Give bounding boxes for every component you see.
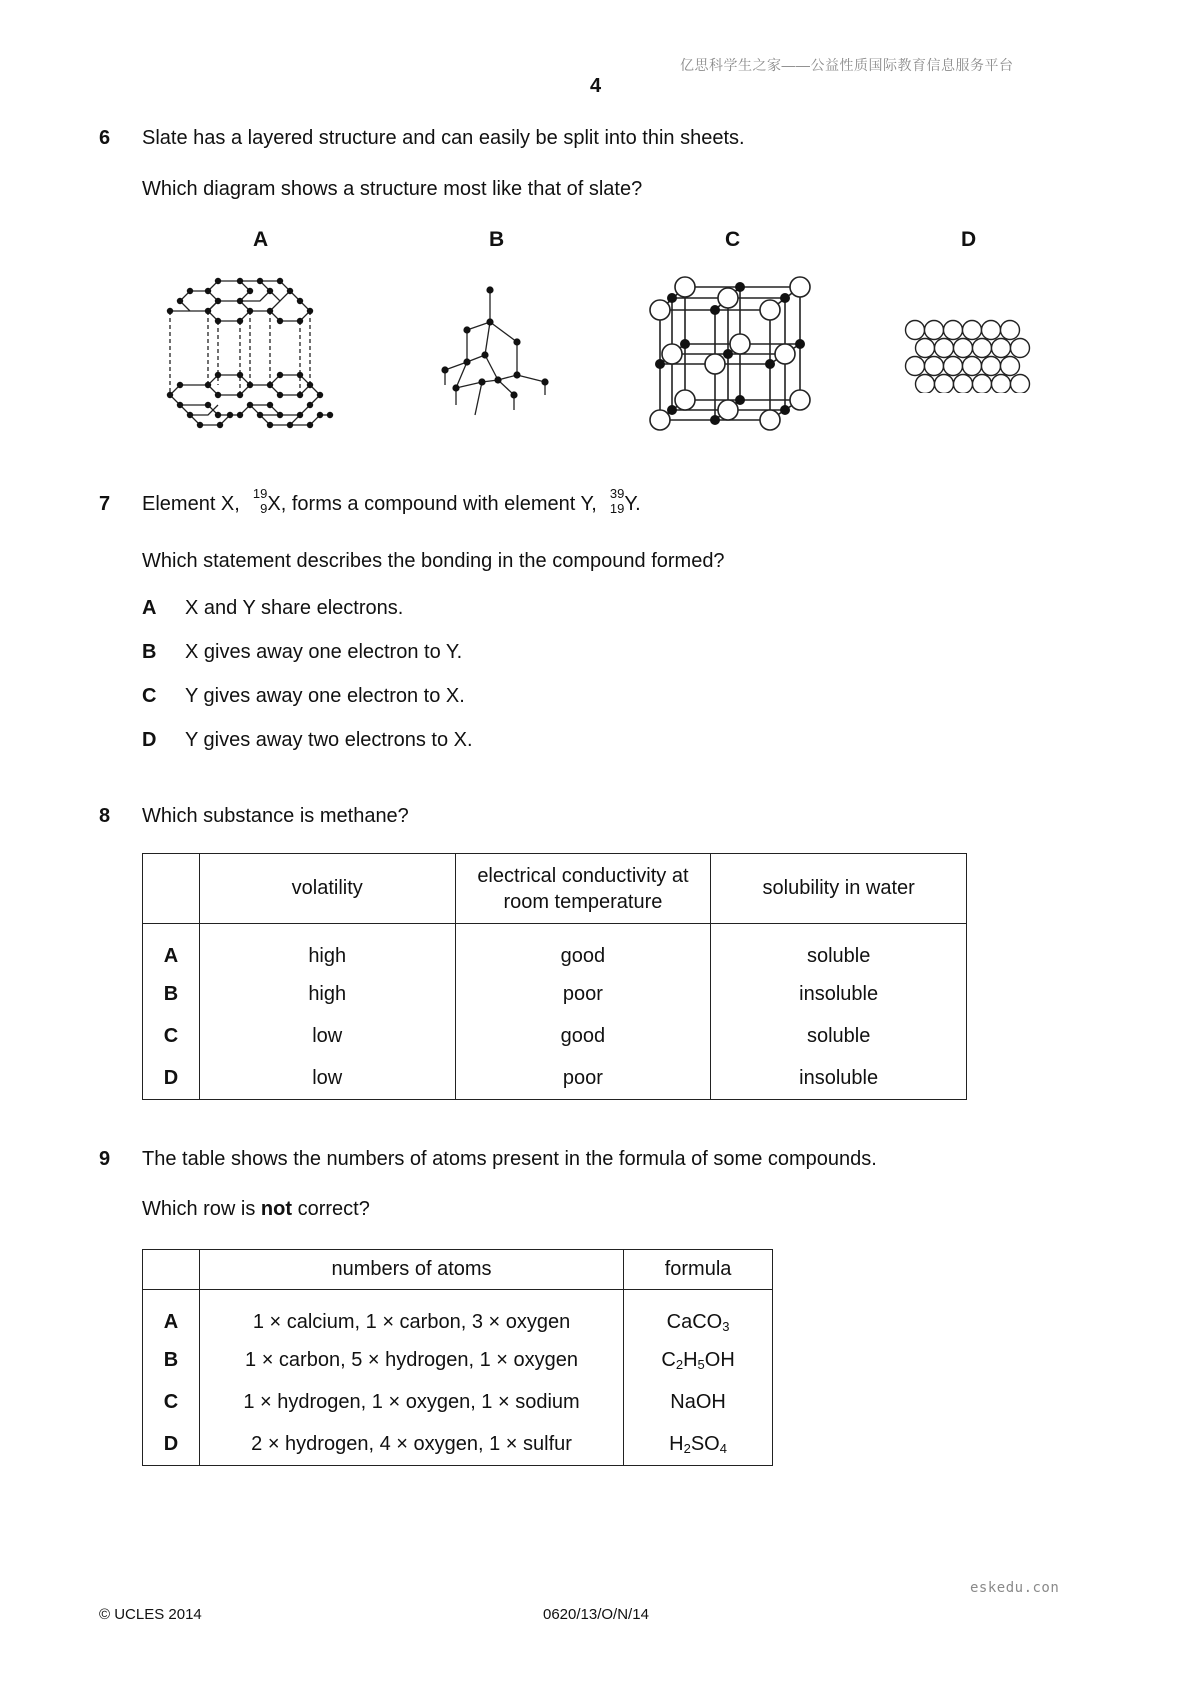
chemical-formula: $C_2H_5OH$ <box>624 1340 773 1382</box>
stem-part: , forms a compound with element Y, <box>280 493 597 515</box>
chemical-formula: CaCO$_3$ <box>624 1290 773 1340</box>
table-row: B 1 × carbon, 5 × hydrogen, 1 × oxygen $C_2H_5OH$ <box>143 1340 773 1382</box>
stem-part: . <box>635 493 641 515</box>
diagram-c-ionic-lattice <box>640 272 825 437</box>
question-number: 6 <box>99 127 111 149</box>
table-header-empty <box>143 1250 200 1290</box>
element-y-symbol: Y <box>624 493 636 515</box>
question-prompt: Which substance is methane? <box>142 805 409 827</box>
question-prompt: Which diagram shows a structure most like that of slate? <box>142 178 643 200</box>
watermark-bottom: eskedu.con <box>970 1580 1060 1596</box>
option-letter: C <box>142 685 157 707</box>
methane-table <box>142 853 967 1100</box>
question-text: The table shows the numbers of atoms present in the formula of some compounds. <box>142 1148 877 1170</box>
diagram-label-b: B <box>489 228 505 251</box>
nuclide-y: 39 19 <box>609 485 625 516</box>
page-number: 4 <box>590 75 602 97</box>
question-number: 7 <box>99 493 111 515</box>
diagram-a-layered-structure <box>160 275 365 440</box>
chemical-formula: NaOH <box>624 1382 773 1424</box>
option-letter: B <box>142 641 157 663</box>
table-header: solubility in water <box>711 854 967 924</box>
table-header: formula <box>624 1250 773 1290</box>
diagram-d-close-packed <box>900 318 1035 393</box>
table-header: volatility <box>199 854 455 924</box>
table-row: C 1 × hydrogen, 1 × oxygen, 1 × sodium NaOH <box>143 1382 773 1424</box>
question-number: 9 <box>99 1148 111 1170</box>
formula-table <box>142 1249 773 1466</box>
question-prompt: Which row is not correct? <box>142 1198 370 1220</box>
option-text: X gives away one electron to Y. <box>185 641 463 663</box>
question-text <box>142 485 641 516</box>
table-row: A 1 × calcium, 1 × carbon, 3 × oxygen CaCO$_3$ <box>143 1290 773 1340</box>
nuclide-x: 19 9 <box>252 485 268 516</box>
diagram-label-a: A <box>253 228 269 251</box>
chemical-formula: $H_2SO_4$ <box>624 1424 773 1466</box>
table-header: electrical conductivity at room temperature <box>455 854 711 924</box>
table-row: C low good soluble <box>143 1016 967 1058</box>
option-text: X and Y share electrons. <box>185 597 404 619</box>
question-text: Slate has a layered structure and can easily be split into thin sheets. <box>142 127 745 149</box>
watermark-top: 亿思科学生之家——公益性质国际教育信息服务平台 <box>680 57 1014 73</box>
question-number: 8 <box>99 805 111 827</box>
stem-part: Element X, <box>142 493 240 515</box>
table-row: D low poor insoluble <box>143 1058 967 1100</box>
table-row: A high good soluble <box>143 924 967 974</box>
question-prompt: Which statement describes the bonding in the compound formed? <box>142 550 725 572</box>
option-letter: A <box>142 597 157 619</box>
footer-copyright: © UCLES 2014 <box>99 1606 202 1623</box>
diagram-label-c: C <box>725 228 741 251</box>
table-header-empty <box>143 854 200 924</box>
element-x-symbol: X <box>267 493 281 515</box>
diagram-b-tetrahedral-structure <box>430 280 565 430</box>
option-text: Y gives away two electrons to X. <box>185 729 473 751</box>
emphasis-not: not <box>260 1198 293 1220</box>
table-row: D 2 × hydrogen, 4 × oxygen, 1 × sulfur $H_2SO_4$ <box>143 1424 773 1466</box>
footer-paper-code: 0620/13/O/N/14 <box>543 1606 649 1623</box>
option-letter: D <box>142 729 157 751</box>
table-header: numbers of atoms <box>199 1250 623 1290</box>
option-text: Y gives away one electron to X. <box>185 685 465 707</box>
diagram-label-d: D <box>961 228 977 251</box>
table-row: B high poor insoluble <box>143 974 967 1016</box>
